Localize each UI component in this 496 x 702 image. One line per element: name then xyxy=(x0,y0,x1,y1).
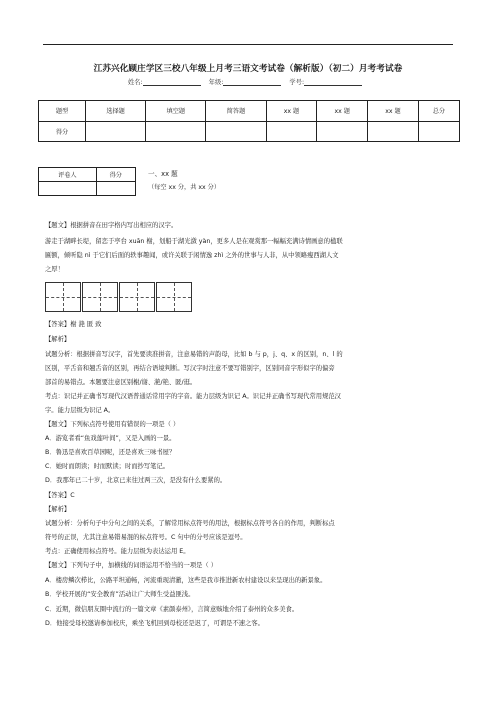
text-line: 之厚！ xyxy=(45,266,64,273)
score-cell[interactable] xyxy=(266,121,317,142)
text-line: 【解析】 xyxy=(45,506,71,513)
score-cell[interactable] xyxy=(317,121,368,142)
id-field[interactable] xyxy=(304,78,362,86)
id-label: 学号: xyxy=(289,79,305,86)
grade-field[interactable] xyxy=(223,78,281,86)
tianzige-cell[interactable] xyxy=(82,282,118,312)
score-cell[interactable] xyxy=(146,121,206,142)
score-header: 选择题 xyxy=(86,101,146,122)
text-line: 符号的正误，尤其注意易错易混的标点符号。C 句中的分号应该是逗号。 xyxy=(45,534,247,541)
score-row-label: 得分 xyxy=(39,121,86,142)
score-header: 简答题 xyxy=(206,101,266,122)
text-line: 【题文】下列句子中，加横线的词语运用不恰当的一项是（ ） xyxy=(45,562,218,569)
tianzige-grid xyxy=(45,282,195,312)
text-line: A．楼房鳞次栉比，公路平坦通畅，河流重现清澈，这些是我市推进新农村建设以来呈现出的新景象。 xyxy=(45,577,327,584)
grader-header: 得分 xyxy=(96,168,135,182)
score-header: xx 题 xyxy=(266,101,317,122)
text-line: B．鲁迅是喜欢百草园呢，还是喜欢三味书屋？ xyxy=(45,449,176,456)
tianzige-cell[interactable] xyxy=(156,282,192,312)
name-field[interactable] xyxy=(143,78,201,86)
grader-cell[interactable] xyxy=(39,182,97,196)
score-table xyxy=(38,100,460,142)
score-cell[interactable] xyxy=(86,121,146,142)
text-line: 【题文】下列标点符号使用有错误的一项是（ ） xyxy=(45,421,180,428)
text-line: 考点：正确使用标点符号。能力层级为表达运用 E。 xyxy=(45,548,190,555)
text-line: 考点：识记并正确书写现代汉语普通话常用字的字音。能力层级为识记 A。识记并正确书写现代常用规范汉 xyxy=(45,393,341,400)
text-line: C．近期，微信朋友圈中流行的一篇文章《素颜泰州》，言简意赅地介绍了泰州的众多美食。 xyxy=(45,606,299,613)
text-line: D．我那年已二十岁，北京已来往过两三次，是没有什么要紧的。 xyxy=(45,477,227,484)
grader-table xyxy=(38,167,136,196)
score-header: xx 题 xyxy=(368,101,419,122)
text-line: 【题文】根据拼音在田字格内写出相应的汉字。 xyxy=(45,222,178,229)
score-header: xx 题 xyxy=(317,101,368,122)
score-cell[interactable] xyxy=(418,121,459,142)
exam-title: 江苏兴化顾庄学区三校八年级上月考三语文考试卷（解析版）（初二）月考考试卷 xyxy=(93,64,403,74)
score-cell[interactable] xyxy=(206,121,266,142)
text-line: 区别，平舌音和翘舌音的区别，再结合语境判断。写汉字时注意不要写错别字，区别同音字形似字的偏旁 xyxy=(45,365,335,372)
text-line: D．他接受母校邀请参加校庆，乘坐飞机回到母校还是迟了，可谓是不速之客。 xyxy=(45,620,264,627)
score-header: 总分 xyxy=(418,101,459,122)
text-line: 试题分析：根据拼音写汉字，首先要读准拼音，注意易错的声韵母，比如 b 与 p，j、q、x 的区别，n、l 的 xyxy=(45,351,343,358)
grader-header: 评卷人 xyxy=(39,168,97,182)
header-rule xyxy=(43,44,453,45)
text-line: C．她时而朗读；时而默读；时而抄写笔记。 xyxy=(45,463,170,470)
score-header: 填空题 xyxy=(146,101,206,122)
tianzige-cell[interactable] xyxy=(45,282,81,312)
text-line: 【答案】C xyxy=(45,492,75,499)
text-line: A．游览者看“鱼戏莲叶间”，又是入画的一景。 xyxy=(45,435,176,442)
text-line: 游走于湖畔长堤，留恋于亭台 xuān 榭，划船于湖光潋 yàn，更多人是在观赏那一幅幅充满诗情画意的楹联 xyxy=(45,238,343,245)
section-subtitle: （每空 xx 分，共 xx 分） xyxy=(148,184,221,191)
text-line: 试题分析：分析句子中分句之间的关系，了解常用标点符号的用法，根据标点符号各自的作用，判断标点 xyxy=(45,520,335,527)
tianzige-cell[interactable] xyxy=(119,282,155,312)
score-header: 题型 xyxy=(39,101,86,122)
grader-cell[interactable] xyxy=(96,182,135,196)
text-line: 匾额，倾听隐 nì 于它们后面的轶事趣闻，或许关联于闲情逸 zhì 之外的世事与人非，从中领略瘦西湖人文 xyxy=(45,252,339,259)
text-line: 部首的易错点。本题要注意区别榭/谢、滟/艳、匿/逛。 xyxy=(45,379,197,386)
score-cell[interactable] xyxy=(368,121,419,142)
text-line: 【答案】榭 滟 匿 致 xyxy=(45,321,102,328)
student-fields xyxy=(0,77,496,86)
text-line: B．学校开展的“安全教育”活动让广大师生受益匪浅。 xyxy=(45,591,195,598)
text-line: 字。能力层级为识记 A。 xyxy=(45,407,115,414)
grade-label: 年级: xyxy=(208,79,224,86)
text-line: 【解析】 xyxy=(45,336,71,343)
section-title: 一、xx 题 xyxy=(148,170,178,178)
name-label: 姓名: xyxy=(127,79,143,86)
